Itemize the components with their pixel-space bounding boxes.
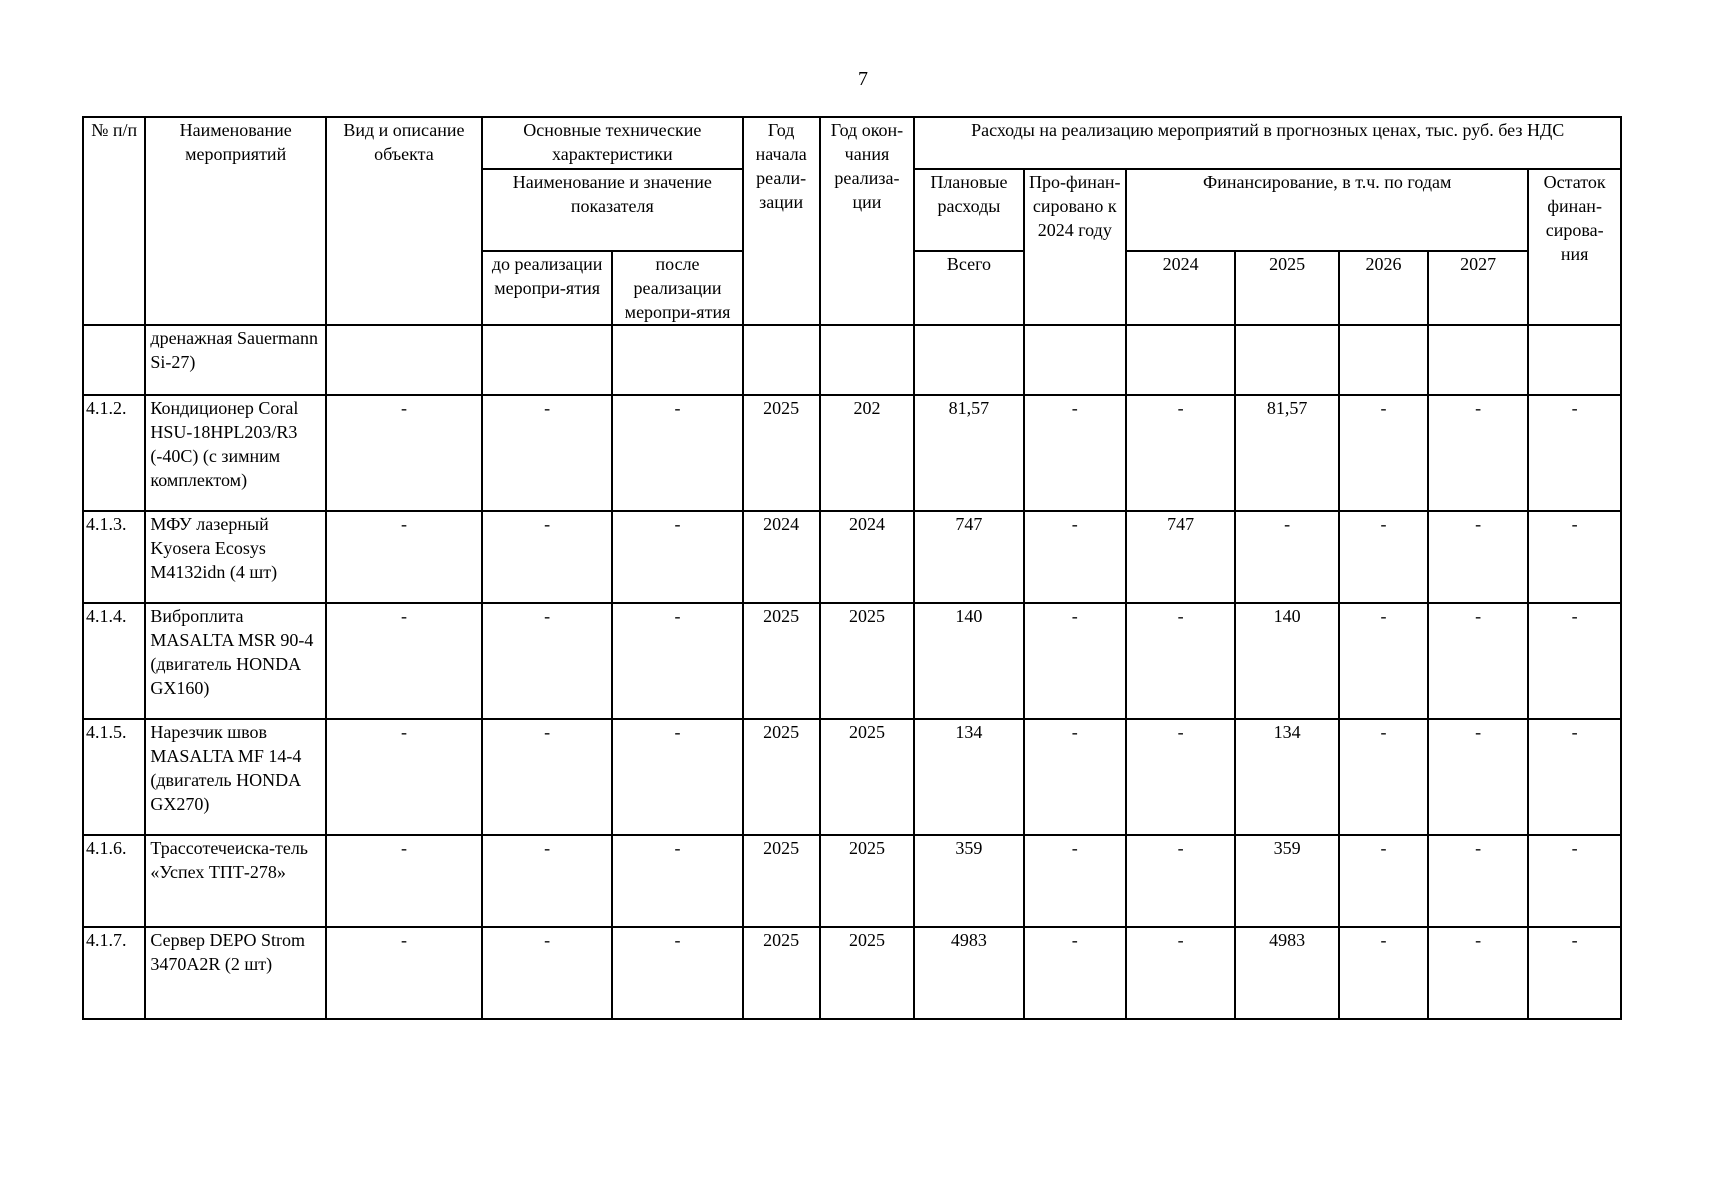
row-num: 4.1.5. <box>83 719 145 835</box>
row-type: - <box>326 603 482 719</box>
table-row <box>83 719 1621 835</box>
row-2026: - <box>1339 511 1428 603</box>
row-start <box>743 325 820 395</box>
header-start-year: Год начала реали-зации <box>743 117 820 325</box>
row-start: 2025 <box>743 835 820 927</box>
row-2025 <box>1235 325 1339 395</box>
row-rest: - <box>1528 603 1621 719</box>
row-2025: 134 <box>1235 719 1339 835</box>
row-2026: - <box>1339 395 1428 511</box>
row-name: дренажная Sauermann Si-27) <box>145 325 326 395</box>
row-2025: 140 <box>1235 603 1339 719</box>
row-name: Трассотечеиска-тель «Успех ТПТ-278» <box>145 835 326 927</box>
row-type: - <box>326 835 482 927</box>
row-total: 140 <box>914 603 1023 719</box>
row-start: 2025 <box>743 395 820 511</box>
row-2024 <box>1126 325 1235 395</box>
row-start: 2025 <box>743 719 820 835</box>
row-before <box>482 325 612 395</box>
row-start: 2025 <box>743 603 820 719</box>
row-num <box>83 325 145 395</box>
row-2026 <box>1339 325 1428 395</box>
header-total: Всего <box>914 251 1023 325</box>
table-row <box>83 835 1621 927</box>
row-2027: - <box>1428 719 1528 835</box>
row-2024: - <box>1126 835 1235 927</box>
row-2024: - <box>1126 719 1235 835</box>
header-before: до реализации меропри-ятия <box>482 251 612 325</box>
row-2027: - <box>1428 511 1528 603</box>
row-after: - <box>612 395 742 511</box>
header-end-year: Год окон-чания реализа-ции <box>820 117 915 325</box>
row-start: 2024 <box>743 511 820 603</box>
row-2026: - <box>1339 927 1428 1019</box>
row-2024: 747 <box>1126 511 1235 603</box>
row-before: - <box>482 511 612 603</box>
header-year-2024: 2024 <box>1126 251 1235 325</box>
row-after: - <box>612 835 742 927</box>
row-rest: - <box>1528 927 1621 1019</box>
row-type: - <box>326 927 482 1019</box>
row-2026: - <box>1339 835 1428 927</box>
row-after: - <box>612 719 742 835</box>
row-type: - <box>326 511 482 603</box>
row-2024: - <box>1126 927 1235 1019</box>
row-2027: - <box>1428 395 1528 511</box>
row-prefin: - <box>1024 719 1127 835</box>
row-after <box>612 325 742 395</box>
header-tech: Основные технические характеристики <box>482 117 743 169</box>
row-prefin: - <box>1024 835 1127 927</box>
row-2025: 4983 <box>1235 927 1339 1019</box>
header-planned: Плановые расходы <box>914 169 1023 251</box>
header-financing: Финансирование, в т.ч. по годам <box>1126 169 1528 251</box>
row-name: Виброплита MASALTA MSR 90-4 (двигатель HONDA GX160) <box>145 603 326 719</box>
row-end: 2024 <box>820 511 915 603</box>
row-2024: - <box>1126 395 1235 511</box>
header-remainder: Остаток финан-сирова-ния <box>1528 169 1621 325</box>
table-row <box>83 395 1621 511</box>
row-2025: 359 <box>1235 835 1339 927</box>
row-name: Нарезчик швов MASALTA MF 14-4 (двигатель HONDA GX270) <box>145 719 326 835</box>
row-after: - <box>612 927 742 1019</box>
row-name: Кондиционер Coral HSU-18HPL203/R3 (-40С) (с зимним комплектом) <box>145 395 326 511</box>
row-num: 4.1.7. <box>83 927 145 1019</box>
row-rest <box>1528 325 1621 395</box>
row-prefin: - <box>1024 927 1127 1019</box>
table-row <box>83 927 1621 1019</box>
row-rest: - <box>1528 511 1621 603</box>
row-end: 2025 <box>820 835 915 927</box>
row-2027: - <box>1428 835 1528 927</box>
row-type: - <box>326 395 482 511</box>
row-end: 2025 <box>820 927 915 1019</box>
row-total <box>914 325 1023 395</box>
row-name: МФУ лазерный Kyosera Ecosys M4132idn (4 шт) <box>145 511 326 603</box>
row-num: 4.1.6. <box>83 835 145 927</box>
row-before: - <box>482 395 612 511</box>
row-total: 4983 <box>914 927 1023 1019</box>
row-2026: - <box>1339 719 1428 835</box>
header-name: Наименование мероприятий <box>145 117 326 325</box>
row-rest: - <box>1528 719 1621 835</box>
row-prefin <box>1024 325 1127 395</box>
header-year-2025: 2025 <box>1235 251 1339 325</box>
row-end: 202 <box>820 395 915 511</box>
row-num: 4.1.2. <box>83 395 145 511</box>
row-end: 2025 <box>820 603 915 719</box>
header-tech-sub: Наименование и значение показателя <box>482 169 743 251</box>
table-row <box>83 511 1621 603</box>
row-type <box>326 325 482 395</box>
row-end: 2025 <box>820 719 915 835</box>
row-total: 747 <box>914 511 1023 603</box>
row-after: - <box>612 603 742 719</box>
row-2027 <box>1428 325 1528 395</box>
row-2025: - <box>1235 511 1339 603</box>
row-2024: - <box>1126 603 1235 719</box>
row-rest: - <box>1528 395 1621 511</box>
row-2026: - <box>1339 603 1428 719</box>
table-row <box>83 325 1621 395</box>
row-num: 4.1.4. <box>83 603 145 719</box>
header-after: после реализации меропри-ятия <box>612 251 742 325</box>
row-2027: - <box>1428 603 1528 719</box>
row-type: - <box>326 719 482 835</box>
row-name: Сервер DEPO Strom 3470A2R (2 шт) <box>145 927 326 1019</box>
row-total: 134 <box>914 719 1023 835</box>
row-before: - <box>482 603 612 719</box>
row-before: - <box>482 927 612 1019</box>
row-prefin: - <box>1024 395 1127 511</box>
row-prefin: - <box>1024 511 1127 603</box>
financing-table <box>82 116 1622 1020</box>
row-end <box>820 325 915 395</box>
row-2027: - <box>1428 927 1528 1019</box>
header-expenses: Расходы на реализацию мероприятий в прогнозных ценах, тыс. руб. без НДС <box>914 117 1621 169</box>
header-year-2027: 2027 <box>1428 251 1528 325</box>
row-2025: 81,57 <box>1235 395 1339 511</box>
header-prefinanced: Про-финан-сировано к 2024 году <box>1024 169 1127 325</box>
header-year-2026: 2026 <box>1339 251 1428 325</box>
row-start: 2025 <box>743 927 820 1019</box>
row-before: - <box>482 835 612 927</box>
row-after: - <box>612 511 742 603</box>
row-total: 81,57 <box>914 395 1023 511</box>
row-before: - <box>482 719 612 835</box>
row-prefin: - <box>1024 603 1127 719</box>
header-type: Вид и описание объекта <box>326 117 482 325</box>
table-row <box>83 603 1621 719</box>
row-num: 4.1.3. <box>83 511 145 603</box>
row-rest: - <box>1528 835 1621 927</box>
header-num: № п/п <box>83 117 145 325</box>
page-number: 7 <box>858 68 868 90</box>
row-total: 359 <box>914 835 1023 927</box>
